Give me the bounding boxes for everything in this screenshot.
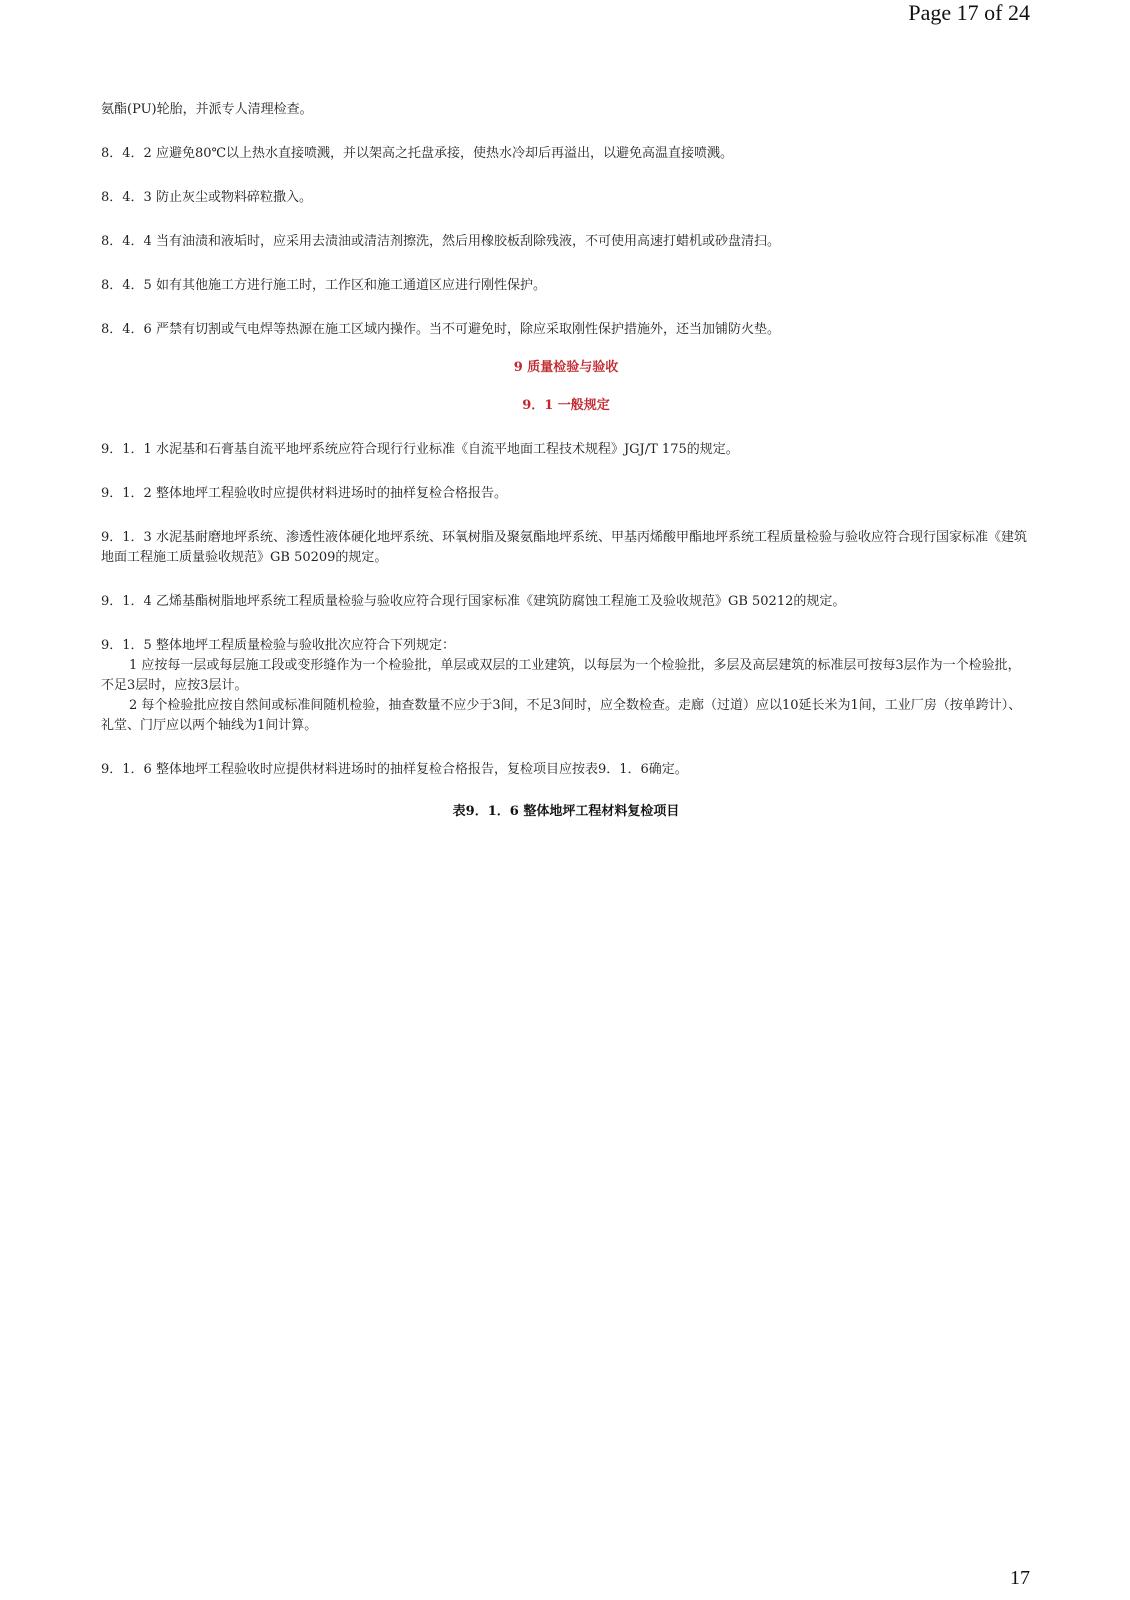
paragraph-9-1-1: 9．1．1 水泥基和石膏基自流平地坪系统应符合现行行业标准《自流平地面工程技术规程》JGJ/T 175的规定。: [101, 442, 739, 457]
chapter-title: 9 质量检验与验收: [513, 360, 619, 375]
document-body: [101, 100, 1031, 822]
paragraph-9-1-3: 9．1．3 水泥基耐磨地坪系统、渗透性液体硬化地坪系统、环氧树脂及聚氨酯地坪系统、甲基丙烯酸甲酯地坪系统工程质量检验与验收应符合现行国家标准《建筑地面工程施工质量验收规范》GB 50209的规定。: [101, 530, 1027, 565]
paragraph-8-4-1-continued: 氨酯(PU)轮胎，并派专人清理检查。: [101, 102, 313, 117]
list-item-9-1-5-1: 1 应按每一层或每层施工段或变形缝作为一个检验批，单层或双层的工业建筑，以每层为一个检验批，多层及高层建筑的标准层可按每3层作为一个检验批，不足3层时，应按3层计。: [101, 658, 1021, 693]
paragraph-8-4-5: 8．4．5 如有其他施工方进行施工时，工作区和施工通道区应进行刚性保护。: [101, 278, 546, 293]
paragraph-8-4-2: 8．4．2 应避免80℃以上热水直接喷溅，并以架高之托盘承接，使热水冷却后再溢出，以避免高温直接喷溅。: [101, 146, 734, 161]
paragraph-9-1-4: 9．1．4 乙烯基酯树脂地坪系统工程质量检验与验收应符合现行国家标准《建筑防腐蚀工程施工及验收规范》GB 50212的规定。: [101, 594, 846, 609]
paragraph-9-1-2: 9．1．2 整体地坪工程验收时应提供材料进场时的抽样复检合格报告。: [101, 486, 507, 501]
paragraph-9-1-5: 9．1．5 整体地坪工程质量检验与验收批次应符合下列规定：: [101, 638, 455, 653]
table-title: 表9．1．6 整体地坪工程材料复检项目: [452, 804, 680, 819]
paragraph-9-1-6: 9．1．6 整体地坪工程验收时应提供材料进场时的抽样复检合格报告，复检项目应按表9．1．6确定。: [101, 762, 688, 777]
page-header: Page 17 of 24: [908, 0, 1030, 25]
list-item-9-1-5-2: 2 每个检验批应按自然间或标准间随机检验，抽查数量不应少于3间，不足3间时，应全数检查。走廊（过道）应以10延长米为1间，工业厂房（按单跨计）、礼堂、门厅应以两个轴线为1间计算。: [101, 698, 1022, 733]
paragraph-8-4-3: 8．4．3 防止灰尘或物料碎粒撒入。: [101, 190, 312, 205]
page-number: 17: [1010, 1567, 1030, 1589]
paragraph-8-4-6: 8．4．6 严禁有切割或气电焊等热源在施工区域内操作。当不可避免时，除应采取刚性保护措施外，还当加铺防火垫。: [101, 322, 780, 337]
section-title: 9．1 一般规定: [522, 398, 610, 413]
paragraph-8-4-4: 8．4．4 当有油渍和液垢时，应采用去渍油或清洁剂擦洗，然后用橡胶板刮除残液，不可使用高速打蜡机或砂盘清扫。: [101, 234, 780, 249]
